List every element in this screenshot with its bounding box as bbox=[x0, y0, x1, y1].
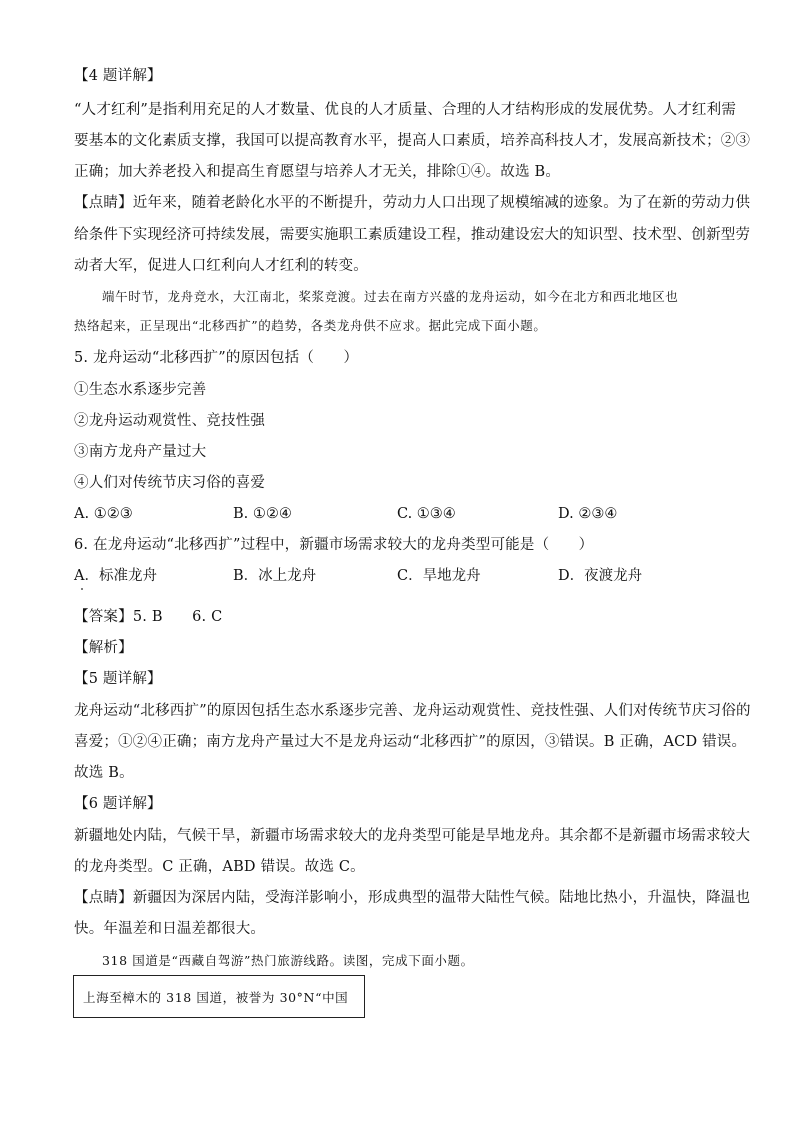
material2-intro: 318 国道是“西藏自驾游”热门旅游线路。读图，完成下面小题。 bbox=[102, 953, 474, 968]
q5-detail-heading: 【5 题详解】 bbox=[74, 671, 162, 687]
q5-option-a: A. ①②③ bbox=[74, 506, 133, 522]
q5-option-d: D. ②③④ bbox=[558, 506, 618, 522]
map-box-text: 上海至樟木的 318 国道，被誉为 30°N“中国 bbox=[83, 990, 349, 1005]
q6-tip-line: 快。年温差和日温差都很大。 bbox=[74, 921, 266, 937]
q6-option-b: B．冰上龙舟 bbox=[233, 568, 317, 584]
answer-line bbox=[74, 607, 720, 627]
q4-detail-line: 正确；加大养老投入和提高生育愿望与培养人才无关，排除①④。故选 B。 bbox=[74, 164, 561, 180]
material-text-line: 热络起来，正呈现出“北移西扩”的趋势，各类龙舟供不应求。据此完成下面小题。 bbox=[74, 318, 547, 333]
q6-stem: 6. 在龙舟运动“北移西扩”过程中，新疆市场需求较大的龙舟类型可能是（ ） bbox=[74, 537, 594, 553]
q4-tip-line: 【点睛】近年来，随着老龄化水平的不断提升，劳动力人口出现了规模缩减的迹象。为了在新的劳动力供 bbox=[74, 195, 751, 211]
map-figure-box bbox=[73, 975, 365, 1018]
q5-detail-line: 喜爱；①②④正确；南方龙舟产量过大不是龙舟运动“北移西扩”的原因，③错误。B 正确，ACD 错误。 bbox=[74, 734, 747, 750]
q5-item: ③南方龙舟产量过大 bbox=[74, 444, 207, 460]
answer-label: 【答案】 bbox=[74, 609, 133, 625]
answer-text: 5. B 6. C bbox=[132, 609, 223, 625]
q5-item: ①生态水系逐步完善 bbox=[74, 382, 207, 398]
q5-stem: 5. 龙舟运动“北移西扩”的原因包括（ ） bbox=[74, 350, 359, 366]
q5-item: ②龙舟运动观赏性、竞技性强 bbox=[74, 413, 266, 429]
q4-detail-line: “人才红利”是指利用充足的人才数量、优良的人才质量、合理的人才结构形成的发展优势。人才红利需 bbox=[74, 102, 737, 118]
q6-option-a: A．标准龙舟 bbox=[74, 568, 157, 584]
q5-detail-line: 龙舟运动“北移西扩”的原因包括生态水系逐步完善、龙舟运动观赏性、竞技性强、人们对传统节庆习俗的 bbox=[74, 703, 751, 719]
q6-detail-heading: 【6 题详解】 bbox=[74, 796, 162, 812]
q5-option-c: C. ①③④ bbox=[397, 506, 456, 522]
q6-detail-line: 的龙舟类型。C 正确，ABD 错误。故选 C。 bbox=[74, 859, 365, 875]
q5-option-b: B. ①②④ bbox=[233, 506, 292, 522]
analysis-label: 【解析】 bbox=[74, 640, 133, 656]
q4-tip-line: 给条件下实现经济可持续发展，需要实施职工素质建设工程，推动建设宏大的知识型、技术型、创新型劳 bbox=[74, 227, 751, 243]
q6-tip-line: 【点睛】新疆因为深居内陆，受海洋影响小，形成典型的温带大陆性气候。陆地比热小，升温快，降温也 bbox=[74, 890, 751, 906]
q4-tip-line: 动者大军，促进人口红利向人才红利的转变。 bbox=[74, 258, 368, 274]
material-text-line: 端午时节，龙舟竞水，大江南北，桨浆竞渡。过去在南方兴盛的龙舟运动，如今在北方和西北地区也 bbox=[102, 289, 679, 304]
q5-item: ④人们对传统节庆习俗的喜爱 bbox=[74, 475, 266, 491]
q4-detail-line: 要基本的文化素质支撑，我国可以提高教育水平，提高人口素质，培养高科技人才，发展高新技术；②③ bbox=[74, 133, 751, 149]
q6-option-d: D．夜渡龙舟 bbox=[558, 568, 643, 584]
q5-detail-line: 故选 B。 bbox=[74, 765, 134, 781]
q6-option-c: C．旱地龙舟 bbox=[397, 568, 481, 584]
stray-dot-mark bbox=[81, 588, 83, 590]
q4-detail-heading: 【4 题详解】 bbox=[74, 68, 162, 84]
q6-detail-line: 新疆地处内陆，气候干旱，新疆市场需求较大的龙舟类型可能是旱地龙舟。其余都不是新疆市场需求较大 bbox=[74, 828, 751, 844]
